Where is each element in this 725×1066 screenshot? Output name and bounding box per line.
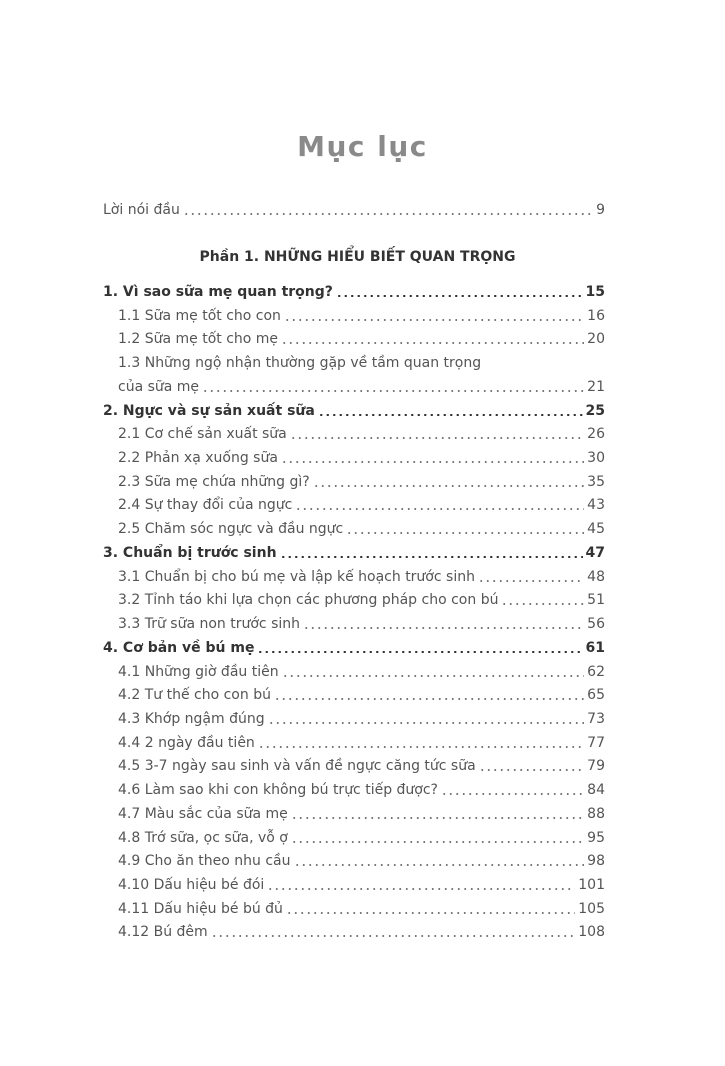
- toc-section-entry: [118, 306, 605, 326]
- toc-entry-label: 2.5 Chăm sóc ngực và đầu ngực: [118, 521, 344, 538]
- toc-section-entry: [118, 851, 605, 871]
- dot-leader: [291, 817, 584, 819]
- toc-entry-label: 4. Cơ bản về bú mẹ: [103, 639, 255, 656]
- dot-leader: [211, 935, 576, 937]
- toc-section-entry: [118, 353, 605, 373]
- toc-entry-page: 95: [587, 829, 605, 846]
- toc-entry-page: 101: [578, 877, 605, 893]
- toc-entry-page: 98: [587, 853, 605, 870]
- dot-leader: [281, 461, 584, 463]
- dot-leader: [257, 651, 582, 653]
- toc-entry-page: 65: [587, 687, 605, 704]
- dot-leader: [478, 580, 584, 582]
- toc-entry-label: 4.11 Dấu hiệu bé bú đủ: [118, 900, 283, 917]
- toc-entry-page: 30: [587, 450, 605, 467]
- dot-leader: [280, 556, 583, 558]
- toc-entry-page: 25: [585, 402, 605, 419]
- part-heading: Phần 1. NHỮNG HIỂU BIẾT QUAN TRỌNG: [199, 249, 516, 265]
- toc-entry-label: 4.1 Những giờ đầu tiên: [118, 663, 279, 680]
- toc-entry-page: 45: [587, 521, 605, 538]
- dot-leader: [295, 508, 584, 510]
- toc-entry-page: 84: [587, 782, 605, 799]
- toc-entry-label: 4.3 Khớp ngậm đúng: [118, 710, 265, 727]
- toc-entry-page: 9: [596, 202, 605, 218]
- toc-section-entry: [118, 780, 605, 800]
- toc-entry-page: 16: [587, 307, 605, 324]
- toc-entry-label: của sữa mẹ: [118, 378, 200, 395]
- toc-entry-label: Lời nói đầu: [103, 202, 180, 218]
- toc-entry-page: 61: [585, 639, 605, 656]
- dot-leader: [286, 912, 575, 914]
- toc-entry-label: 2.2 Phản xạ xuống sữa: [118, 450, 278, 467]
- dot-leader: [267, 888, 575, 890]
- toc-entry-label: 4.2 Tư thế cho con bú: [118, 687, 271, 704]
- toc-entry-label: 4.9 Cho ăn theo nhu cầu: [118, 853, 291, 870]
- toc-entry-page: 56: [587, 616, 605, 633]
- toc-entry-label: 2. Ngực và sự sản xuất sữa: [103, 402, 315, 419]
- toc-entry-label: 3.1 Chuẩn bị cho bú mẹ và lập kế hoạch trước sinh: [118, 568, 475, 585]
- toc-section-entry: [118, 614, 605, 634]
- toc-entry-label: 1.1 Sữa mẹ tốt cho con: [118, 307, 281, 324]
- toc-entry-label: 4.12 Bú đêm: [118, 924, 208, 941]
- dot-leader: [202, 390, 584, 392]
- toc-section-entry: [118, 875, 605, 895]
- toc-section-entry: [118, 519, 605, 539]
- toc-entry-page: 88: [587, 805, 605, 822]
- toc-entry-label: 3. Chuẩn bị trước sinh: [103, 544, 277, 561]
- toc-section-entry: [118, 377, 605, 397]
- toc-entry-page: 77: [587, 734, 605, 751]
- toc-entry-page: 51: [587, 592, 605, 609]
- dot-leader: [336, 295, 583, 297]
- toc-section-entry: [118, 756, 605, 776]
- toc-section-entry: [118, 424, 605, 444]
- toc-section-entry: [118, 448, 605, 468]
- toc-section-entry: [118, 567, 605, 587]
- toc-chapter-entry: [103, 638, 605, 658]
- dot-leader: [258, 746, 584, 748]
- dot-leader: [303, 627, 584, 629]
- dot-leader: [291, 841, 584, 843]
- dot-leader: [318, 414, 583, 416]
- toc-entry-page: 79: [587, 758, 605, 775]
- toc-chapter-entry: [103, 401, 605, 421]
- toc-section-entry: [118, 685, 605, 705]
- toc-entry-label: 3.3 Trữ sữa non trước sinh: [118, 616, 301, 633]
- dot-leader: [290, 437, 584, 439]
- dot-leader: [313, 485, 584, 487]
- toc-section-entry: [118, 804, 605, 824]
- dot-leader: [284, 319, 584, 321]
- toc-section-entry: [118, 899, 605, 919]
- toc-section-entry: [118, 922, 605, 942]
- toc-section-entry: [118, 472, 605, 492]
- toc-entry-page: 21: [587, 378, 605, 395]
- dot-leader: [268, 722, 585, 724]
- dot-leader: [281, 342, 584, 344]
- toc-entry-label: 2.1 Cơ chế sản xuất sữa: [118, 426, 287, 443]
- toc-entry-page: 47: [585, 544, 605, 561]
- toc-entry-label: 2.4 Sự thay đổi của ngực: [118, 497, 293, 514]
- toc-section-entry: [118, 662, 605, 682]
- dot-leader: [346, 532, 584, 534]
- toc-entry-page: 15: [585, 284, 605, 300]
- toc-entry-label: 4.4 2 ngày đầu tiên: [118, 734, 255, 751]
- toc-entry-page: 35: [587, 473, 605, 490]
- dot-leader: [441, 793, 584, 795]
- toc-chapter-entry: [103, 282, 605, 302]
- toc-entry-page: 108: [578, 924, 605, 941]
- toc-chapter-entry: [103, 543, 605, 563]
- toc-section-entry: [118, 329, 605, 349]
- toc-entry-foreword: [103, 200, 605, 220]
- toc-section-entry: [118, 733, 605, 753]
- toc-entry-label: 4.8 Trớ sữa, ọc sữa, vỗ ợ: [118, 829, 288, 846]
- toc-section-entry: [118, 590, 605, 610]
- toc-entry-label: 4.7 Màu sắc của sữa mẹ: [118, 805, 288, 822]
- toc-entry-page: 73: [587, 710, 605, 727]
- toc-section-entry: [118, 709, 605, 729]
- dot-leader: [274, 698, 584, 700]
- dot-leader: [282, 675, 585, 677]
- toc-entry-label: 1.3 Những ngộ nhận thường gặp về tầm quan trọng: [118, 355, 482, 372]
- toc-section-entry: [118, 828, 605, 848]
- toc-entry-label: 3.2 Tỉnh táo khi lựa chọn các phương pháp cho con bú: [118, 592, 499, 609]
- toc-entry-page: 26: [587, 426, 605, 443]
- toc-entry-label: 4.10 Dấu hiệu bé đói: [118, 877, 265, 893]
- toc-entry-page: 105: [578, 900, 605, 917]
- toc-entry-label: 1.2 Sữa mẹ tốt cho mẹ: [118, 331, 279, 348]
- toc-entry-page: 48: [587, 568, 605, 585]
- toc-entry-label: 4.6 Làm sao khi con không bú trực tiếp được?: [118, 782, 438, 799]
- toc-entry-page: 43: [587, 497, 605, 514]
- toc-entry-label: 2.3 Sữa mẹ chứa những gì?: [118, 473, 310, 490]
- dot-leader: [183, 213, 593, 215]
- toc-entry-page: 62: [587, 663, 605, 680]
- dot-leader: [479, 769, 585, 771]
- toc-entry-page: 20: [587, 331, 605, 348]
- dot-leader: [294, 864, 585, 866]
- toc-entry-label: 1. Vì sao sữa mẹ quan trọng?: [103, 284, 333, 300]
- toc-entry-label: 4.5 3-7 ngày sau sinh và vấn đề ngực căng tức sữa: [118, 758, 476, 775]
- page-title: Mục lục: [297, 130, 428, 163]
- dot-leader: [501, 603, 584, 605]
- toc-section-entry: [118, 495, 605, 515]
